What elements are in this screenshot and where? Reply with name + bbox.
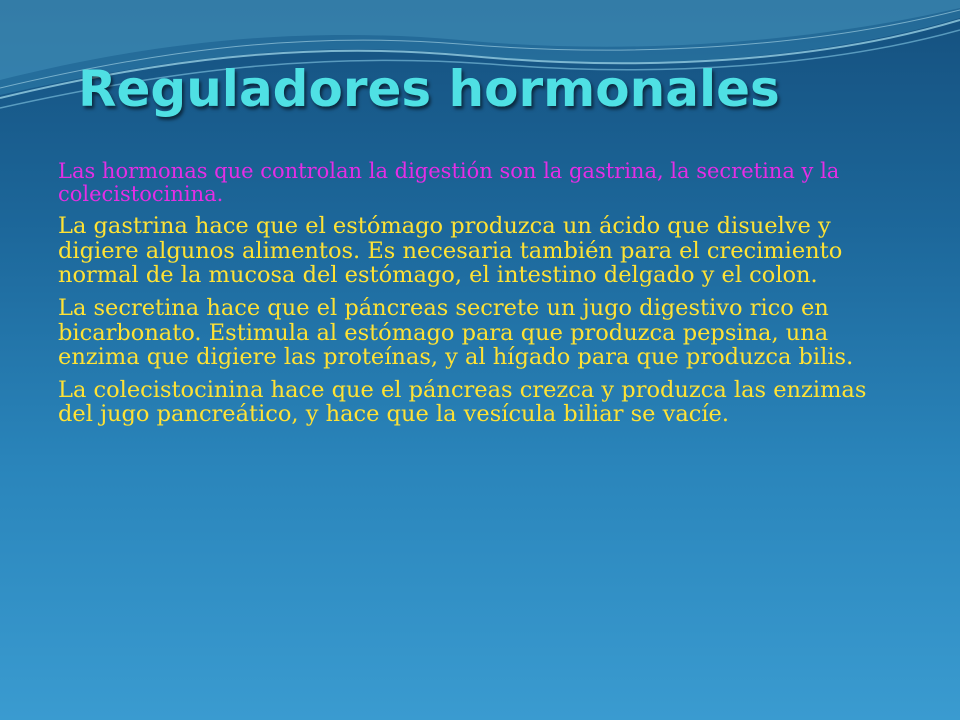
intro-paragraph: Las hormonas que controlan la digestión son la gastrina, la secretina y la colecistocinina. [58, 159, 840, 206]
colecistocinina-paragraph: La colecistocinina hace que el páncreas crezca y produzca las enzimas del jugo pancreático, y hace que la vesícula biliar se vacíe. [58, 377, 867, 428]
slide-title: Reguladores hormonales [78, 60, 780, 118]
gastrina-paragraph: La gastrina hace que el estómago produzca un ácido que disuelve y digiere algunos alimentos. Es necesaria también para el crecimiento normal de la mucosa del estómago, el intestino delgado y el colon. [58, 213, 843, 288]
secretina-paragraph: La secretina hace que el páncreas secrete un jugo digestivo rico en bicarbonato. Estimula al estómago para que produzca pepsina, una enzima que digiere las proteínas, y al hígado para que produzca bilis. [58, 295, 854, 370]
slide-body [58, 160, 878, 436]
